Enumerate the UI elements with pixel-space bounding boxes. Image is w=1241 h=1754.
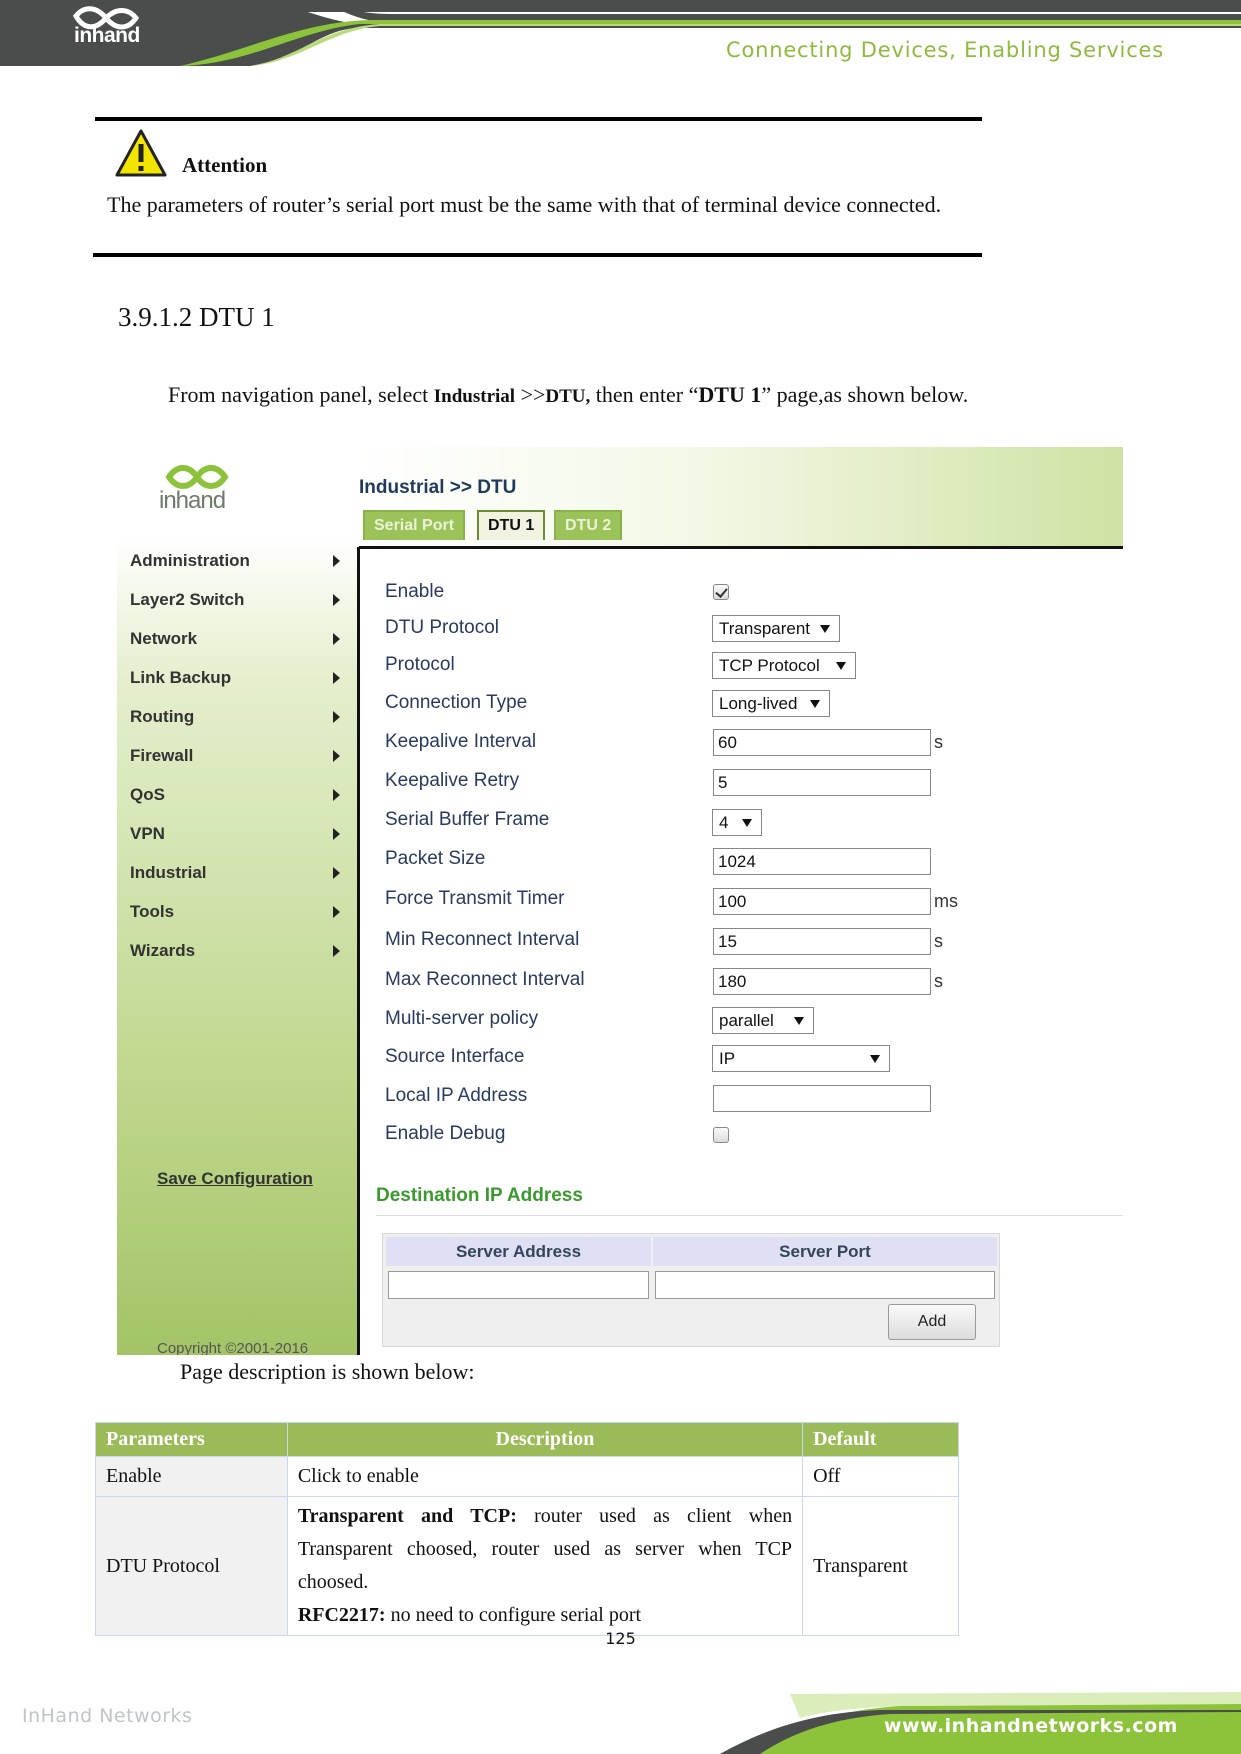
page-header (0, 0, 1241, 70)
server-port-input[interactable] (655, 1271, 995, 1299)
parameter-table (95, 1422, 959, 1636)
menu-item[interactable] (130, 668, 342, 707)
tab-dtu-1[interactable]: DTU 1 (477, 510, 545, 540)
caret-right-icon (333, 867, 340, 879)
sidebar-divider (357, 547, 360, 1355)
section-heading: 3.9.1.2 DTU 1 (118, 302, 275, 332)
destination-title: Destination IP Address (376, 1185, 583, 1206)
dtu-protocol-select[interactable] (712, 615, 840, 642)
intro-page: DTU 1 (698, 382, 762, 407)
caret-right-icon (333, 633, 340, 645)
attention-title: Attention (182, 153, 268, 177)
table-row (96, 1497, 959, 1636)
caret-right-icon (333, 789, 340, 801)
footer-website: www.inhandnetworks.com (884, 1715, 1178, 1737)
col-default: Default (803, 1423, 959, 1457)
max-reconnect-interval-input[interactable]: 180 (713, 968, 931, 995)
table-header-row (96, 1423, 959, 1457)
server-address-header: Server Address (386, 1237, 651, 1266)
keepalive-retry-label: Keepalive Retry (385, 770, 520, 791)
dropdown-arrow-icon (820, 625, 830, 633)
attention-bottom-rule (93, 253, 982, 257)
tab-dtu-2[interactable]: DTU 2 (554, 510, 622, 540)
local-ip-address-input[interactable] (713, 1085, 931, 1112)
dropdown-arrow-icon (742, 819, 752, 827)
tab-underline (359, 546, 1123, 549)
intro-suffix: ” page,as shown below. (761, 382, 969, 407)
menu-label: Firewall (130, 746, 194, 765)
header-brand: inhand (74, 24, 140, 47)
force-transmit-timer-input[interactable]: 100 (713, 888, 931, 915)
attention-text: The parameters of router’s serial port must be the same with that of terminal device connected. (107, 192, 942, 217)
multi-server-policy-label: Multi-server policy (385, 1008, 539, 1029)
protocol-select[interactable] (712, 652, 856, 679)
add-button[interactable]: Add (888, 1304, 976, 1340)
attention-top-rule (95, 117, 982, 121)
col-parameters: Parameters (96, 1423, 288, 1457)
intro-prefix: From navigation panel, select (168, 382, 434, 407)
desc-cell (287, 1497, 802, 1636)
source-interface-select[interactable] (712, 1045, 890, 1072)
desc-bold-2: RFC2217: (297, 1604, 386, 1626)
caret-right-icon (333, 672, 340, 684)
force-transmit-timer-label: Force Transmit Timer (385, 888, 565, 909)
connection-type-select[interactable] (712, 690, 830, 717)
menu-label: Wizards (130, 941, 196, 960)
header-tagline: Connecting Devices, Enabling Services (726, 38, 1165, 62)
default-cell: Off (803, 1457, 959, 1497)
force-transmit-timer-unit: ms (934, 891, 958, 911)
caret-right-icon (333, 711, 340, 723)
server-address-input[interactable] (388, 1271, 649, 1299)
sidebar (117, 447, 357, 1355)
menu-item[interactable] (130, 824, 342, 863)
caret-right-icon (333, 555, 340, 567)
intro-menu: Industrial (433, 386, 516, 407)
dropdown-arrow-icon (810, 700, 820, 708)
min-reconnect-interval-input[interactable]: 15 (713, 928, 931, 955)
intro-sub: DTU, (545, 386, 591, 407)
warning-icon (115, 128, 167, 178)
enable-debug-label: Enable Debug (385, 1123, 506, 1144)
max-reconnect-interval-label: Max Reconnect Interval (385, 969, 585, 990)
tab-serial-port[interactable]: Serial Port (363, 510, 465, 540)
menu-item[interactable] (130, 941, 342, 980)
menu-item[interactable] (130, 707, 342, 746)
breadcrumb: Industrial >> DTU (359, 477, 517, 498)
source-interface-label: Source Interface (385, 1046, 525, 1067)
destination-divider (376, 1215, 1123, 1216)
caret-right-icon (333, 750, 340, 762)
intro-paragraph (168, 382, 968, 408)
menu-label: Network (130, 629, 198, 648)
serial-buffer-frame-label: Serial Buffer Frame (385, 809, 550, 830)
dtu-protocol-value: Transparent (719, 619, 811, 638)
serial-buffer-frame-select[interactable] (712, 809, 762, 836)
menu-label: VPN (130, 824, 165, 843)
server-port-header: Server Port (653, 1237, 997, 1266)
menu-item[interactable] (130, 863, 342, 902)
sidebar-logo-text: inhand (159, 487, 226, 514)
protocol-label: Protocol (385, 654, 455, 675)
param-cell: DTU Protocol (96, 1497, 288, 1636)
max-reconnect-interval-unit: s (934, 971, 943, 991)
caret-right-icon (333, 828, 340, 840)
default-cell: Transparent (803, 1497, 959, 1636)
nav-menu (130, 551, 342, 980)
connection-type-value: Long-lived (719, 694, 798, 713)
enable-checkbox[interactable] (713, 584, 729, 600)
intro-sep: >> (515, 382, 546, 407)
source-interface-value: IP (719, 1049, 736, 1068)
min-reconnect-interval-label: Min Reconnect Interval (385, 929, 580, 950)
menu-item[interactable] (130, 746, 342, 785)
save-configuration-link[interactable]: Save Configuration (157, 1169, 313, 1188)
connection-type-label: Connection Type (385, 692, 528, 713)
caret-right-icon (333, 906, 340, 918)
router-ui-screenshot (117, 447, 1123, 1355)
menu-label: QoS (130, 785, 165, 804)
desc-cell: Click to enable (287, 1457, 802, 1497)
packet-size-input[interactable]: 1024 (713, 848, 931, 875)
dropdown-arrow-icon (794, 1017, 804, 1025)
min-reconnect-interval-unit: s (934, 931, 943, 951)
multi-server-policy-select[interactable] (712, 1007, 814, 1034)
menu-label: Routing (130, 707, 195, 726)
menu-label: Tools (130, 902, 175, 921)
table-row (96, 1457, 959, 1497)
multi-server-policy-value: parallel (719, 1011, 774, 1030)
desc-text-2: no need to configure serial port (385, 1604, 642, 1626)
packet-size-label: Packet Size (385, 848, 486, 869)
local-ip-address-label: Local IP Address (385, 1085, 528, 1106)
caret-right-icon (333, 945, 340, 957)
param-cell: Enable (96, 1457, 288, 1497)
menu-item[interactable] (130, 590, 342, 629)
footer-company: InHand Networks (22, 1705, 193, 1727)
dropdown-arrow-icon (836, 662, 846, 670)
enable-debug-checkbox[interactable] (713, 1127, 729, 1143)
col-description: Description (287, 1423, 802, 1457)
dropdown-arrow-icon (870, 1055, 880, 1063)
table-caption: Page description is shown below: (180, 1359, 475, 1384)
protocol-value: TCP Protocol (719, 656, 820, 675)
menu-label: Layer2 Switch (130, 590, 245, 609)
keepalive-retry-input[interactable]: 5 (713, 769, 931, 796)
dtu-protocol-label: DTU Protocol (385, 617, 500, 638)
page-number: 125 (605, 1629, 636, 1648)
intro-mid: then enter “ (590, 382, 699, 407)
caret-right-icon (333, 594, 340, 606)
desc-bold-1: Transparent and TCP: (297, 1505, 517, 1527)
menu-item[interactable] (130, 551, 342, 590)
menu-item[interactable] (130, 629, 342, 668)
menu-item[interactable] (130, 902, 342, 941)
serial-buffer-frame-value: 4 (719, 813, 729, 832)
keepalive-interval-unit: s (934, 732, 943, 752)
enable-label: Enable (385, 581, 445, 602)
copyright-text: Copyright ©2001-2016 (157, 1340, 309, 1355)
keepalive-interval-input[interactable]: 60 (713, 729, 931, 756)
menu-label: Link Backup (130, 668, 232, 687)
keepalive-interval-label: Keepalive Interval (385, 731, 537, 752)
menu-item[interactable] (130, 785, 342, 824)
menu-label: Administration (130, 551, 250, 570)
desc-text-1: router used as client when Transparent choosed, router used as server when TCP choosed. (297, 1505, 793, 1593)
menu-label: Industrial (130, 863, 207, 882)
